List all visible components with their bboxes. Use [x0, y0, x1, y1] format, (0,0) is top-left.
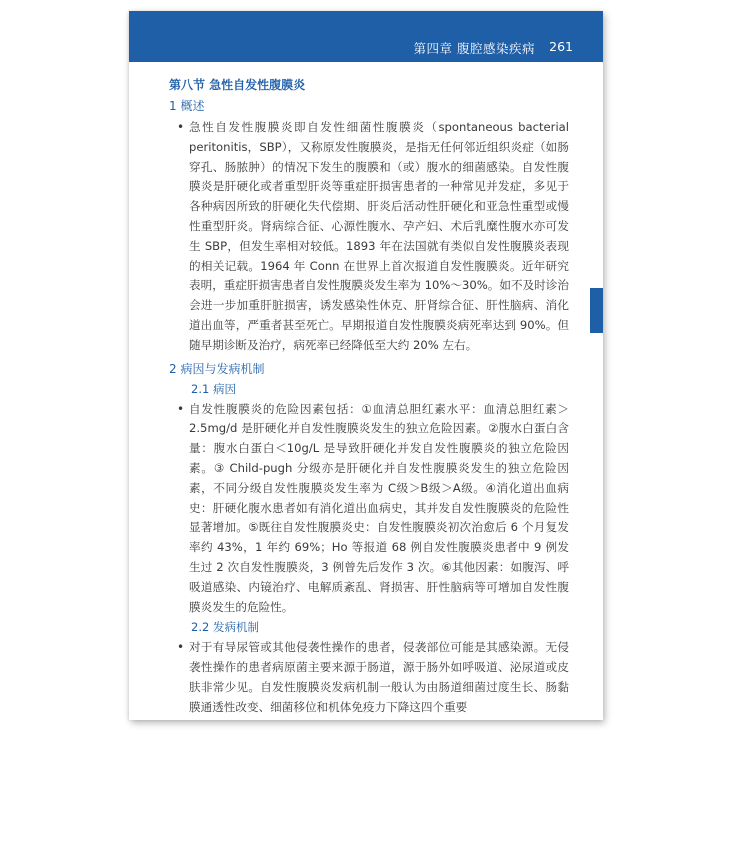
heading-etiology-pathogenesis: 2 病因与发病机制	[169, 361, 265, 376]
bullet-dot: •	[177, 401, 185, 416]
bullet-dot: •	[177, 640, 185, 655]
paragraph-etiology-text: 自发性腹膜炎的危险因素包括：①血清总胆红素水平：血清总胆红素＞2.5mg/d 是肝硬化并自发性腹膜炎发生的独立危险因素。②腹水白蛋白含量：腹水白蛋白＜10g/L 是导致肝硬化并发自发性腹膜炎的独立危险因素。③ Child-pugh 分级亦是肝硬化并自发性腹膜炎发生的独立危险因素，不同分级自发性腹膜炎发生率为 C级＞B级＞A级。④消化道出血病史：肝硬化腹水患者如有消化道出血病史，其并发自发性腹膜炎的危险性显著增加。⑤既往自发性腹膜炎史：自发性腹膜炎初次治愈后 6 个月复发率约 43%，1 年约 69%；Ho 等报道 68 例自发性腹膜炎患者中 9 例发生过 2 次自发性腹膜炎，3 例曾先后发作 3 次。⑥其他因素：如腹泻、呼吸道感染、内镜治疗、电解质紊乱、肾损害、肝性脑病等可增加自发性腹膜炎发生的危险性。	[189, 401, 569, 614]
section-title: 第八节 急性自发性腹膜炎	[169, 78, 306, 92]
paragraph-pathogenesis	[169, 638, 569, 717]
bullet-dot: •	[177, 120, 185, 134]
page-number: 261	[549, 39, 573, 54]
book-page	[129, 11, 603, 720]
heading-etiology: 2.1 病因	[191, 381, 236, 396]
chapter-tab-marker	[590, 288, 603, 333]
paragraph-etiology	[169, 400, 569, 618]
chapter-title: 第四章 腹腔感染疾病	[413, 41, 535, 56]
page-content	[169, 77, 569, 720]
paragraph-overview	[169, 118, 569, 356]
paragraph-pathogenesis-text: 对于有导尿管或其他侵袭性操作的患者，侵袭部位可能是其感染源。无侵袭性操作的患者病原菌主要来源于肠道，源于肠外如呼吸道、泌尿道或皮肤非常少见。自发性腹膜炎发病机制一般认为由肠道细菌过度生长、肠黏膜通透性改变、细菌移位和机体免疫力下降这四个重要	[189, 640, 569, 714]
heading-overview: 1 概述	[169, 99, 205, 113]
chapter-header-bar	[129, 11, 603, 62]
heading-pathogenesis: 2.2 发病机制	[191, 620, 259, 635]
paragraph-overview-text: 急性自发性腹膜炎即自发性细菌性腹膜炎（spontaneous bacterial peritonitis，SBP），又称原发性腹膜炎，是指无任何邻近组织炎症（如肠穿孔、肠脓肿）的情况下发生的腹膜和（或）腹水的细菌感染。自发性腹膜炎是肝硬化或者重型肝炎等重症肝损害患者的一种常见并发症，多见于各种病因所致的肝硬化失代偿期、肝炎后活动性肝硬化和亚急性重型或慢性重型肝炎。肾病综合征、心源性腹水、孕产妇、术后乳糜性腹水亦可发生 SBP，但发生率相对较低。1893 年在法国就有类似自发性腹膜炎表现的相关记载。1964 年 Conn 在世界上首次报道自发性腹膜炎。近年研究表明，重症肝损害患者自发性腹膜炎发生率为 10%～30%。如不及时诊治会进一步加重肝脏损害，诱发感染性休克、肝肾综合征、肝性脑病、消化道出血等，严重者甚至死亡。早期报道自发性腹膜炎病死率达到 90%。但随早期诊断及治疗，病死率已经降低至大约 20% 左右。	[189, 120, 569, 352]
